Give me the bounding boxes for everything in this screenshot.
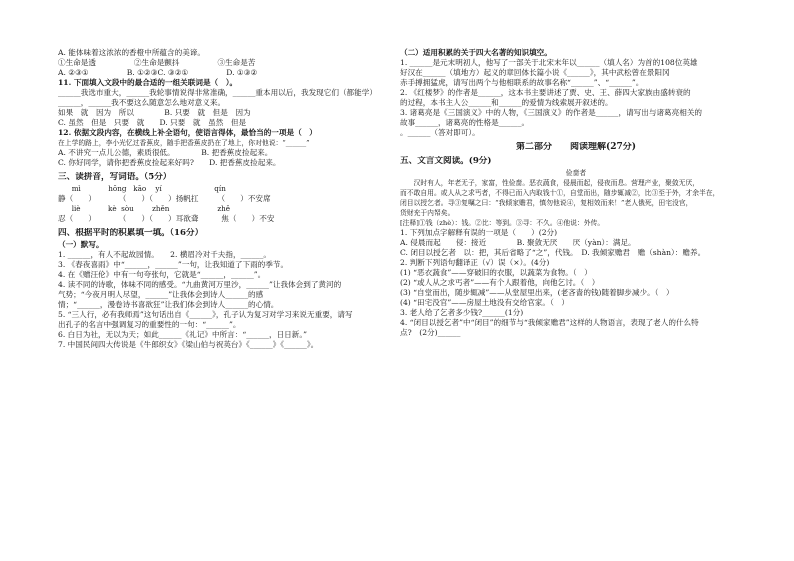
left-line-17: 四、根据平时的积累填一填。（16分） (58, 228, 204, 238)
right-line-14: 闭目以授乞者。寻③复嘱之曰：“我倾家赡君，慎勿他说④，复相效而来！”老人俄死，田宅没官， (400, 199, 693, 207)
left-line-1: ①生命是透 ②生命是颤抖 ③生命是苦 (58, 58, 256, 67)
left-line-8: 12. 依据文段内容，在横线上补全语句，使语言得体，最恰当的一项是（ ） (58, 128, 317, 137)
right-line-13: 而不敢自用。或人从之求丐者，不得已而入内取钱十①，自堂而出，随步辄减②，比③至于外，才余半在， (400, 189, 720, 197)
left-line-11: C. 你好同学，请你把香蕉皮捡起来好吗? D. 把香蕉皮捡起来。 (58, 158, 281, 167)
left-line-12: 三、读拼音，写词语。（5分） (58, 172, 172, 182)
left-line-15: liè kè sòu zhěn zhě (58, 204, 231, 213)
right-line-18: A. 侵晨而起 侵：接近 B. 聚敛无厌 厌（yàn）：满足。 (400, 238, 636, 247)
right-line-11: 俭啬者 (565, 169, 587, 177)
right-line-3: 赤手搏拥猛虎，请写出两个与他相联系的故事名称“______”、“______”。 (400, 78, 644, 87)
right-line-15: 货财充于内帑矣。 (400, 209, 455, 217)
left-line-23: 气势；“今夜月明人尽望，______”让我体会到诗人______的感 (58, 290, 264, 299)
left-line-25: 5. “三人行，必有我师焉”这句话出自《______》，孔子认为复习对学习来说无重要，请写 (58, 310, 353, 319)
left-line-18: （一）默写。 (58, 240, 104, 249)
right-line-2: 好汉在______（填地方）起义的章回体长篇小说《______》，其中武松曾在景阳冈 (400, 68, 670, 77)
right-line-22: (2) “或人从之求丐者”——有个人跟着他，向他乞讨。（ ） (400, 278, 600, 287)
left-line-2: A. ②③① B. ①②③C. ③②① D. ①③② (58, 68, 258, 77)
right-line-7: 故事______，诸葛亮的性格是______。 (400, 118, 530, 127)
right-line-4: 2. 《红楼梦》的作者是______，这本书主要讲述了贾、史、王、薛四大家族由盛转衰的 (400, 88, 691, 97)
left-line-22: 4. 读不同的诗歌，体味不同的感受。“九曲黄河万里沙，______”让我体会到了黄河的 (58, 280, 342, 289)
left-line-27: 6. 白日为社，无以为天；如此______《礼记》中所言：“______，日日新。” (58, 330, 308, 339)
left-line-0: A. 能体味着这浓浓的香橙中所蕴含的美谛。 (58, 48, 205, 57)
right-line-21: (1) “恶衣蔬食”——穿破旧的衣服，以蔬菜为食物。（ ） (400, 268, 592, 277)
right-line-17: 1. 下列加点字解释有误的一项是（ ）(2分) (400, 228, 558, 237)
right-line-0: （二）适用积累的关于四大名著的知识填空。 (400, 48, 552, 57)
right-line-6: 3. 诸葛亮是《三国演义》中的人物，《三国演义》的作者是______，请写出与诸葛亮相关的 (400, 108, 703, 117)
left-line-3: 11. 下面填入文段中的最合适的一组关联词是（ ）。 (58, 78, 238, 87)
right-line-19: C. 闭目以授乞者 以：把，其后省略了“之”，代钱。 D. 我倾家赡君 赡（shàn）：赡养。 (400, 248, 706, 257)
left-line-26: 出孔子的名言中强调复习的重要性的一句：“______”。 (58, 320, 241, 329)
right-line-12: 汉时有人，年老无子，家富，性俭啬。恶衣蔬食，侵晨而起，侵夜而息。营理产业，聚敛无厌， (400, 179, 700, 187)
left-line-13: mì hōng kāo yí qín (58, 184, 226, 193)
left-line-7: C. 虽然 但是 只要 就 D. 只要 就 虽然 但是 (58, 118, 247, 127)
left-line-20: 3. 《春夜喜雨》中“______，______”一句，让我知道了下雨的季节。 (58, 260, 289, 269)
right-line-9: 第二部分 阅读理解(27分) (515, 142, 637, 152)
left-line-16: 忍（ ） （ ）（ ）耳欲聋 焦（ ）不安 (58, 214, 275, 223)
right-line-27: 点? (2分)______ (400, 328, 461, 337)
right-line-26: 4. “闭目以授乞者”中“闭目”的细节与“我倾家赡君”这样的人物语言，表现了老人的什么特 (400, 318, 699, 327)
left-line-6: 如果 就 因为 所以 B. 只要 就 但是 因为 (58, 108, 251, 117)
right-line-25: 3. 老人给了乞者多少钱?______(1分) (400, 308, 524, 317)
right-line-23: (3) “自堂而出，随步辄减”——从堂屋里出来，(老吝啬的钱)随着脚步减少。（ ） (400, 288, 674, 297)
left-line-4: ______我选市重大，______我轮事情说得非常准确，______重本用以后，我发现它们（都能学） (58, 88, 377, 97)
right-column (400, 48, 752, 338)
right-line-8: 。______（答对即可）。 (400, 128, 480, 137)
left-line-5: ______，______我不要这么随意怎么地对意义来。 (58, 98, 226, 107)
left-line-24: 情；“______，漫卷诗书喜欲狂”让我们体会到诗人______的心情。 (58, 300, 279, 309)
right-line-10: 五、文言文阅读。(9分) (400, 156, 492, 166)
left-column (58, 48, 410, 350)
right-line-20: 2. 判断下列语句翻译正（√）误（×）。(4分) (400, 258, 550, 267)
left-line-14: 静（ ） （ ）（ ）扬帆扛 （ ）不安席 (58, 194, 271, 203)
left-line-9: 在上学的路上，李小光忆过香蕉皮，随手把香蕉皮扔在了地上，你对他说：“______” (58, 139, 310, 147)
right-line-1: 1. ______是元末明初人，他写了一部关于北宋末年以______（填人名）为首的108位英雄 (400, 58, 698, 67)
left-line-21: 4. 在《赠汪伦》中有一句夸张句，它就是“______，______”。 (58, 270, 266, 279)
right-line-16: [注释]①钱（zhè）：钱。②比：等到。③寻：不久。④他说：外传。 (400, 219, 605, 227)
left-line-19: 1. ______，有人不起故园情。 2. 横眉冷对千夫指，______。 (58, 250, 271, 259)
left-line-28: 7. 中国民间四大传说是《牛郎织女》《梁山伯与祝英台》《______》《______》。 (58, 340, 319, 349)
right-line-24: (4) “田宅没官”——房屋土地没有交给官家。（ ） (400, 298, 570, 307)
left-line-10: A. 不讲究一点儿公德，素质很低。 B. 把香蕉皮捡起来。 (58, 148, 273, 157)
right-line-5: 的过程，本书主人公______和______的爱情为线索展开叙述的。 (400, 98, 613, 107)
